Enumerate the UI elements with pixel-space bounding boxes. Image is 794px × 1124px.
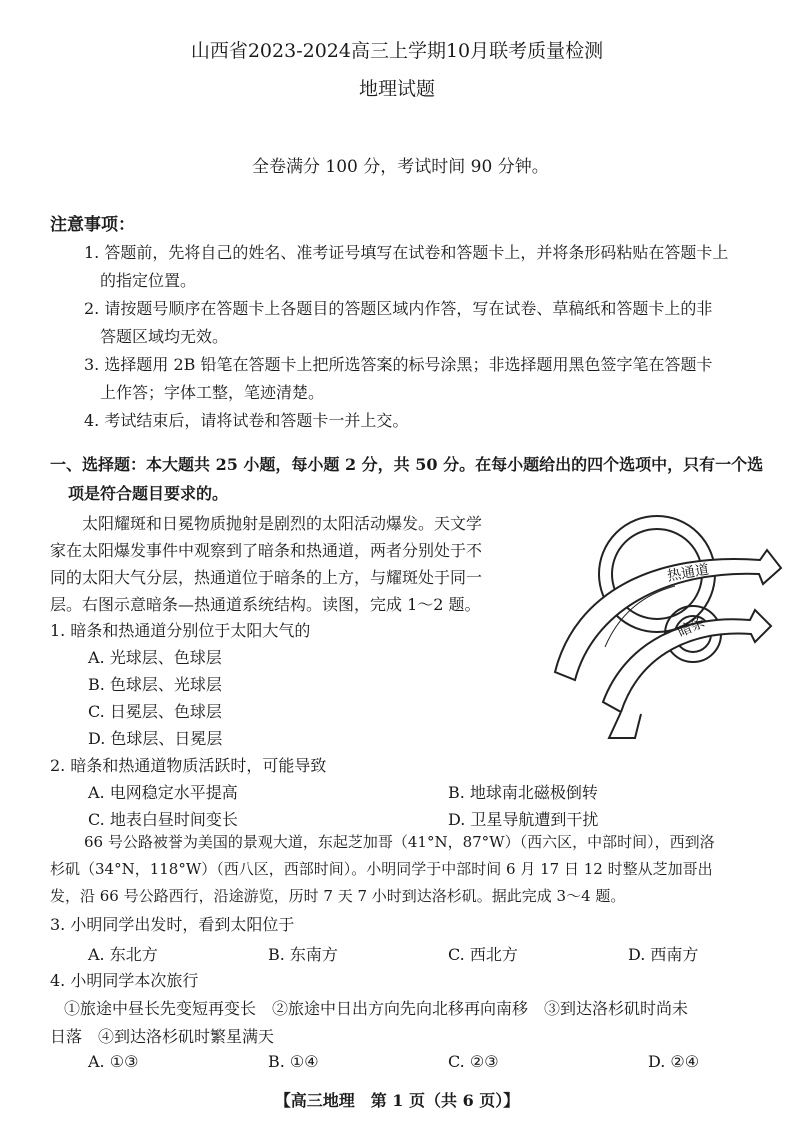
q1-option-d: D. 色球层、日冕层 — [88, 729, 223, 748]
q4-option-b: B. ①④ — [268, 1052, 319, 1071]
notice-item-3-cont: 上作答；字体工整，笔迹清楚。 — [100, 383, 325, 402]
notice-item-1-cont: 的指定位置。 — [100, 271, 197, 290]
q3-option-a: A. 东北方 — [88, 945, 158, 964]
passage2-line-2: 杉矶（34°N，118°W）（西八区，西部时间）。小明同学于中部时间 6 月 17 日 12 时整从芝加哥出 — [50, 860, 713, 878]
q4-option-c: C. ②③ — [448, 1052, 499, 1071]
passage2-line-3: 发，沿 66 号公路西行，沿途游览，历时 7 天 7 小时到达洛杉矶。据此完成 3～4 题。 — [50, 887, 626, 905]
q1-option-a: A. 光球层、色球层 — [88, 648, 222, 667]
q3-option-d: D. 西南方 — [628, 945, 699, 964]
filament-label: 暗条 — [675, 614, 708, 641]
notice-item-3: 3. 选择题用 2B 铅笔在答题卡上把所选答案的标号涂黑；非选择题用黑色签字笔在答题卡 — [84, 355, 713, 374]
hot-channel-label: 热通道 — [666, 561, 711, 585]
section-heading: 一、选择题：本大题共 25 小题，每小题 2 分，共 50 分。在每小题给出的四个选项中，只有一个选 — [50, 455, 764, 474]
notice-item-2: 2. 请按题号顺序在答题卡上各题目的答题区域内作答，写在试卷、草稿纸和答题卡上的非 — [84, 299, 713, 318]
q2-option-b: B. 地球南北磁极倒转 — [448, 783, 598, 802]
notice-heading: 注意事项： — [50, 215, 135, 235]
q4-stem: 4. 小明同学本次旅行 — [50, 971, 199, 990]
filament-hot-channel-figure — [545, 502, 785, 742]
q1-option-c: C. 日冕层、色球层 — [88, 702, 222, 721]
score-line: 全卷满分 100 分，考试时间 90 分钟。 — [252, 157, 549, 177]
q2-option-a: A. 电网稳定水平提高 — [88, 783, 238, 802]
exam-subtitle: 地理试题 — [358, 78, 435, 100]
q3-stem: 3. 小明同学出发时，看到太阳位于 — [50, 915, 295, 934]
notice-item-4: 4. 考试结束后，请将试卷和答题卡一并上交。 — [84, 411, 409, 430]
q2-option-c: C. 地表白昼时间变长 — [88, 810, 238, 829]
notice-item-2-cont: 答题区域均无效。 — [100, 327, 229, 346]
q4-option-d: D. ②④ — [648, 1052, 700, 1071]
q4-statements-line-1: ①旅途中昼长先变短再变长 ②旅途中日出方向先向北移再向南移 ③到达洛杉矶时尚未 — [64, 999, 689, 1018]
passage1-line-4: 层。右图示意暗条—热通道系统结构。读图，完成 1～2 题。 — [50, 595, 481, 614]
exam-title: 山西省2023-2024高三上学期10月联考质量检测 — [190, 40, 604, 62]
page-footer: 【高三地理 第 1 页（共 6 页）】 — [274, 1091, 520, 1110]
q2-option-d: D. 卫星导航遭到干扰 — [448, 810, 599, 829]
section-heading-cont: 项是符合题目要求的。 — [68, 484, 229, 503]
passage1-line-2: 家在太阳爆发事件中观察到了暗条和热通道，两者分别处于不 — [50, 541, 483, 560]
passage2-line-1: 66 号公路被誉为美国的景观大道，东起芝加哥（41°N，87°W）（西六区，中部时间），西到洛 — [84, 833, 715, 851]
q1-option-b: B. 色球层、光球层 — [88, 675, 222, 694]
passage1-line-3: 同的太阳大气分层，热通道位于暗条的上方，与耀斑处于同一 — [50, 568, 483, 587]
q1-stem: 1. 暗条和热通道分别位于太阳大气的 — [50, 621, 311, 640]
q2-stem: 2. 暗条和热通道物质活跃时，可能导致 — [50, 756, 327, 775]
notice-item-1: 1. 答题前，先将自己的姓名、准考证号填写在试卷和答题卡上，并将条形码粘贴在答题卡上 — [84, 243, 729, 262]
q3-option-b: B. 东南方 — [268, 945, 338, 964]
passage1-line-1: 太阳耀斑和日冕物质抛射是剧烈的太阳活动爆发。天文学 — [82, 514, 483, 533]
q4-option-a: A. ①③ — [88, 1052, 139, 1071]
q3-option-c: C. 西北方 — [448, 945, 518, 964]
q4-statements-line-2: 日落 ④到达洛杉矶时繁星满天 — [50, 1027, 275, 1046]
